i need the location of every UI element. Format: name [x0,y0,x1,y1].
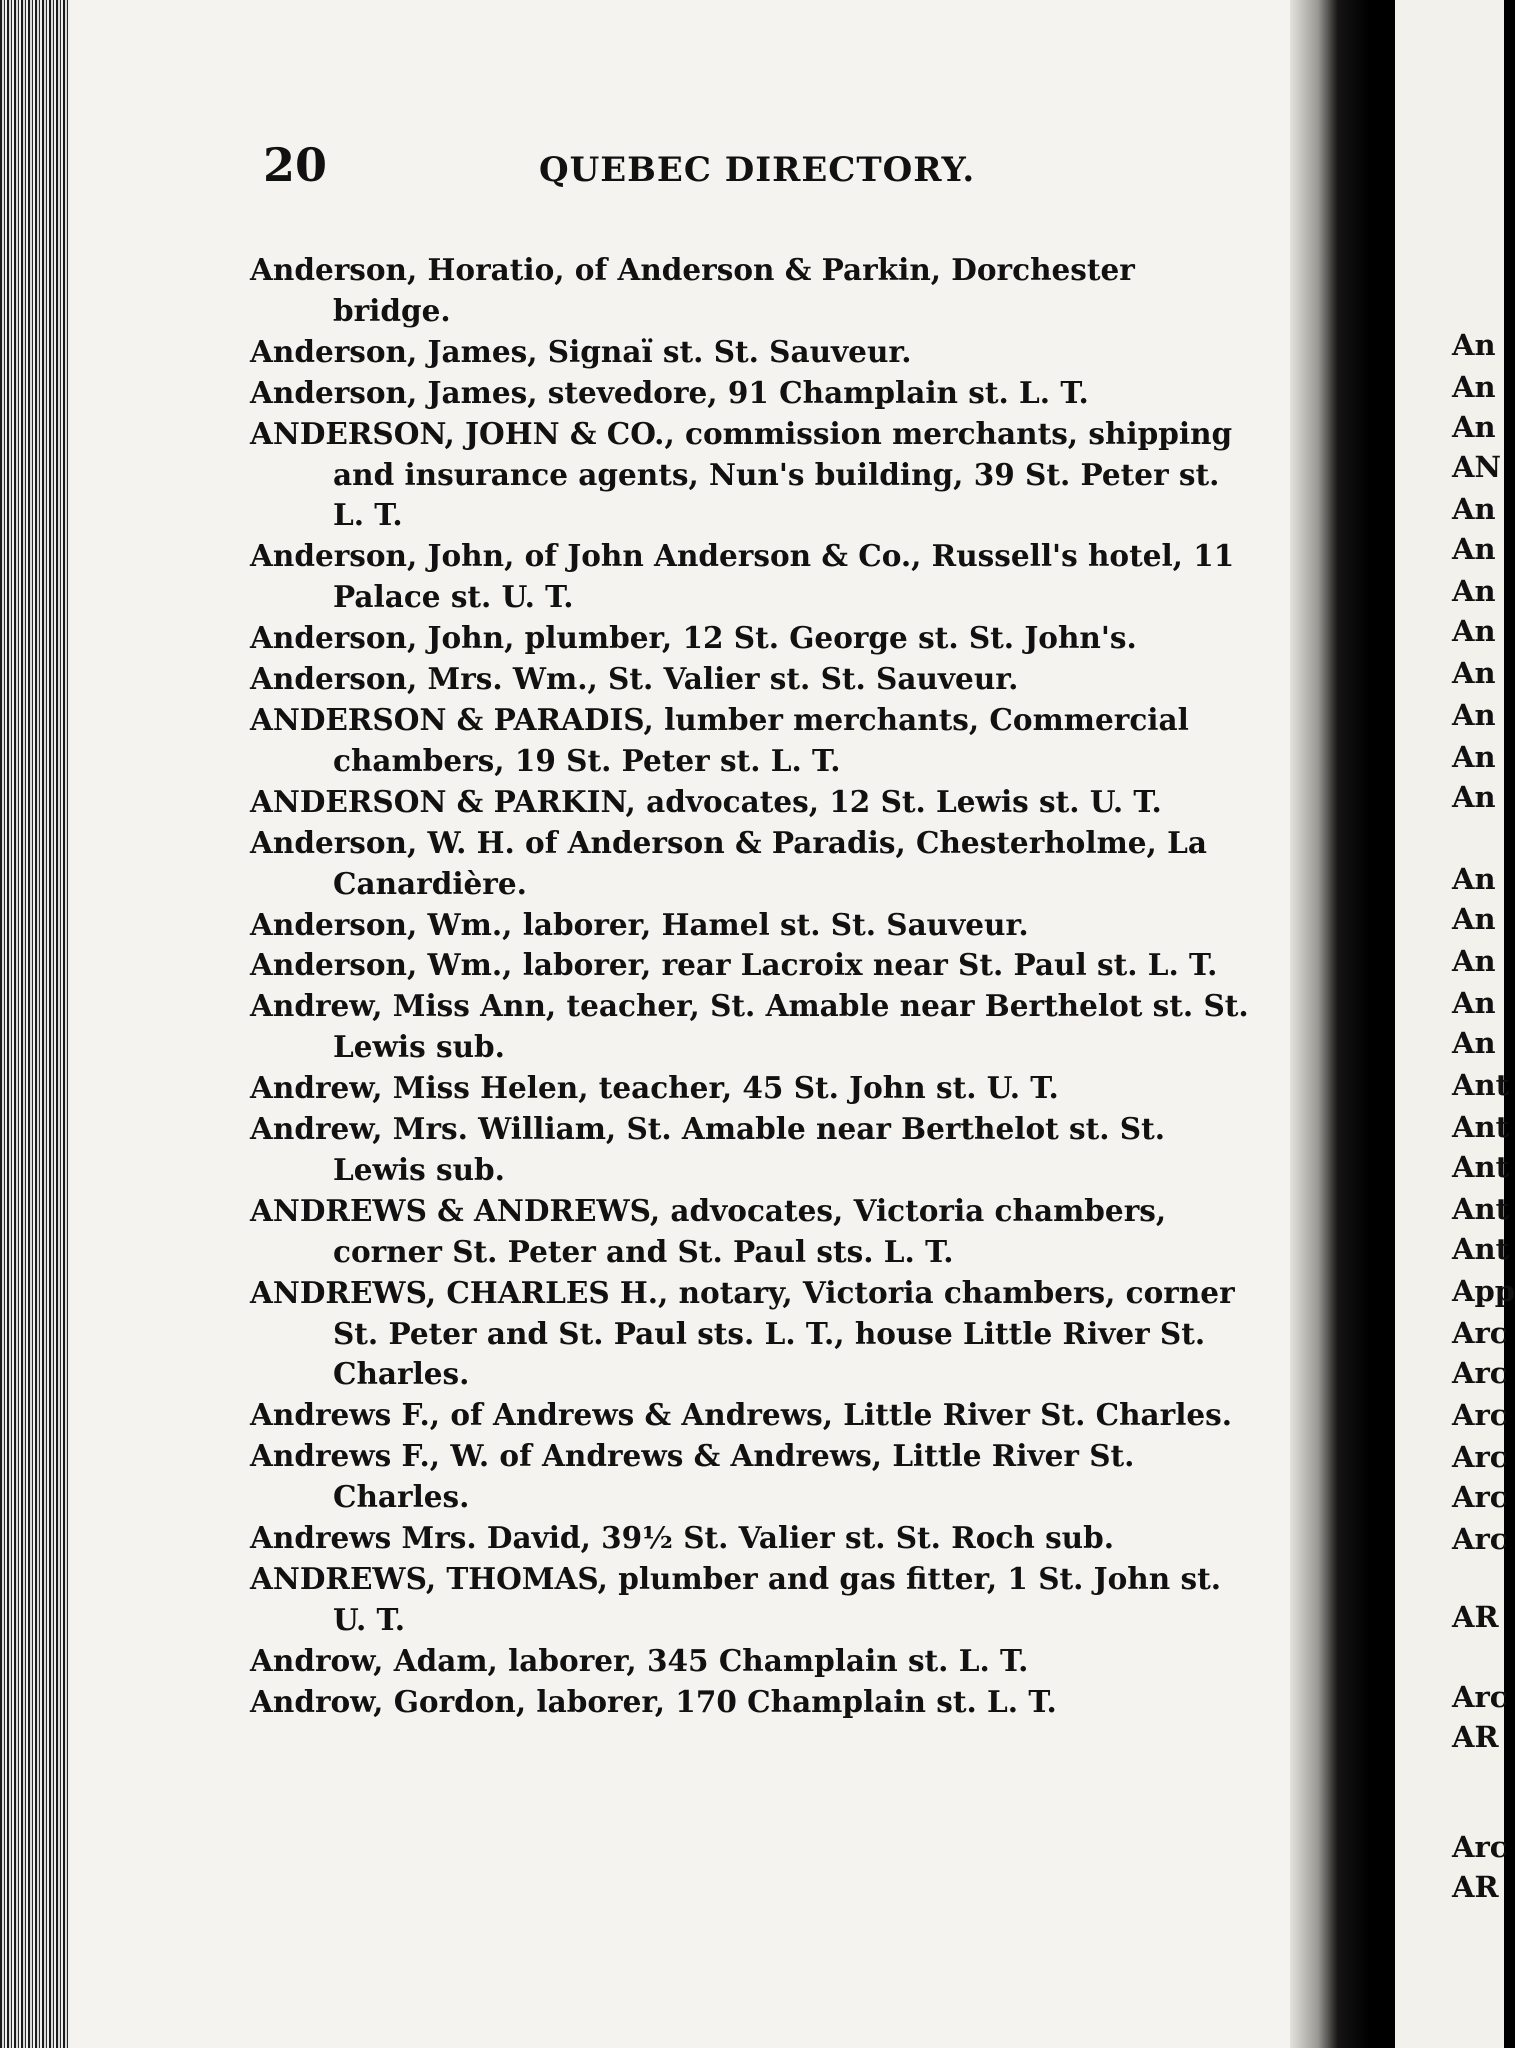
directory-entry: Andrews F., W. of Andrews & Andrews, Little River St. Charles. [250,1438,1135,1515]
next-page-fragment: An [1452,492,1496,526]
next-page-fragment: An [1452,944,1496,978]
next-page-fragment: An [1452,986,1496,1020]
next-page-fragment: An [1452,370,1496,404]
next-page-fragment: Arc [1452,1316,1508,1350]
directory-entry: Anderson, Wm., laborer, Hamel st. St. Sauveur. [250,906,1029,942]
next-page-fragment: An [1452,780,1496,814]
directory-entry: Andrews F., of Andrews & Andrews, Little River St. Charles. [250,1397,1233,1433]
next-page-fragment: AR [1452,1720,1499,1754]
next-page-fragment: Ant [1452,1068,1509,1102]
next-page-fragment: An [1452,410,1496,444]
next-page-fragment: An [1452,862,1496,896]
directory-entry: Anderson, John, plumber, 12 St. George st. St. John's. [250,620,1137,656]
next-page-fragment: Arc [1452,1480,1508,1514]
directory-entry: Androw, Adam, laborer, 345 Champlain st. L. T. [250,1642,1029,1678]
directory-entry: Anderson, James, Signaï st. St. Sauveur. [250,333,912,369]
next-page-fragment: Arc [1452,1680,1508,1714]
next-page-fragment: An [1452,698,1496,732]
next-page-column [1452,0,1515,2048]
directory-entries [250,250,1250,1723]
next-page-fragment: AR [1452,1600,1499,1634]
directory-entry: ANDERSON & PARKIN, advocates, 12 St. Lewis st. U. T. [250,783,1162,819]
next-page-fragment: An [1452,614,1496,648]
directory-entry: Andrew, Mrs. William, St. Amable near Berthelot st. St. Lewis sub. [250,1111,1166,1187]
directory-entry: Anderson, Horatio, of Anderson & Parkin, Dorchester bridge. [250,252,1135,328]
next-page-fragment: Ant [1452,1110,1509,1144]
directory-entry: ANDERSON, JOHN & CO., commission merchants, shipping and insurance agents, Nun's building, 39 St. Peter st. L. T. [250,415,1233,533]
directory-entry: Androw, Gordon, laborer, 170 Champlain st. L. T. [250,1683,1057,1719]
directory-entry: Anderson, Wm., laborer, rear Lacroix near St. Paul st. L. T. [250,947,1218,983]
page-number: 20 [263,138,328,192]
directory-entry: ANDERSON & PARADIS, lumber merchants, Commercial chambers, 19 St. Peter st. L. T. [250,701,1189,778]
next-page-fragment: Arc [1452,1830,1508,1864]
directory-entry: Andrews Mrs. David, 39½ St. Valier st. St. Roch sub. [250,1520,1115,1556]
next-page-fragment: Arc [1452,1440,1508,1474]
page-header [263,138,1263,198]
directory-entry: Anderson, James, stevedore, 91 Champlain st. L. T. [250,374,1089,410]
next-page-fragment: Arc [1452,1398,1508,1432]
directory-entry: Andrew, Miss Ann, teacher, St. Amable near Berthelot st. St. Lewis sub. [250,988,1249,1065]
next-page-fragment: An [1452,574,1496,608]
next-page-fragment: Ant [1452,1232,1509,1266]
next-page-fragment: An [1452,740,1496,774]
directory-entry: ANDREWS, CHARLES H., notary, Victoria chambers, corner St. Peter and St. Paul sts. L. T., house Little River St. Charles. [250,1274,1235,1392]
directory-entry: Anderson, John, of John Anderson & Co., Russell's hotel, 11 Palace st. U. T. [250,538,1235,615]
next-page-fragment: An [1452,902,1496,936]
next-page-fragment: AN [1452,450,1502,484]
next-page-fragment: Arc [1452,1522,1508,1556]
next-page-fragment: Arc [1452,1356,1508,1390]
next-page-fragment: An [1452,656,1496,690]
directory-entry: ANDREWS, THOMAS, plumber and gas fitter, 1 St. John st. U. T. [250,1561,1221,1637]
next-page-fragment: AR [1452,1870,1499,1904]
running-head: QUEBEC DIRECTORY. [539,150,976,190]
directory-entry: Anderson, W. H. of Anderson & Paradis, Chesterholme, La Canardière. [250,824,1207,901]
book-gutter [1290,0,1370,2048]
page-edges [0,0,70,2048]
next-page-fragment: App [1452,1274,1515,1308]
next-page-fragment: An [1452,1026,1496,1060]
directory-entry: Andrew, Miss Helen, teacher, 45 St. John st. U. T. [250,1070,1059,1106]
directory-entry: ANDREWS & ANDREWS, advocates, Victoria chambers, corner St. Peter and St. Paul sts. L. T. [250,1192,1167,1269]
next-page-fragment: Ant [1452,1192,1509,1226]
next-page-fragment: An [1452,532,1496,566]
next-page-fragment: An [1452,328,1496,362]
next-page-fragment: Ant [1452,1150,1509,1184]
directory-entry: Anderson, Mrs. Wm., St. Valier st. St. Sauveur. [250,661,1019,697]
